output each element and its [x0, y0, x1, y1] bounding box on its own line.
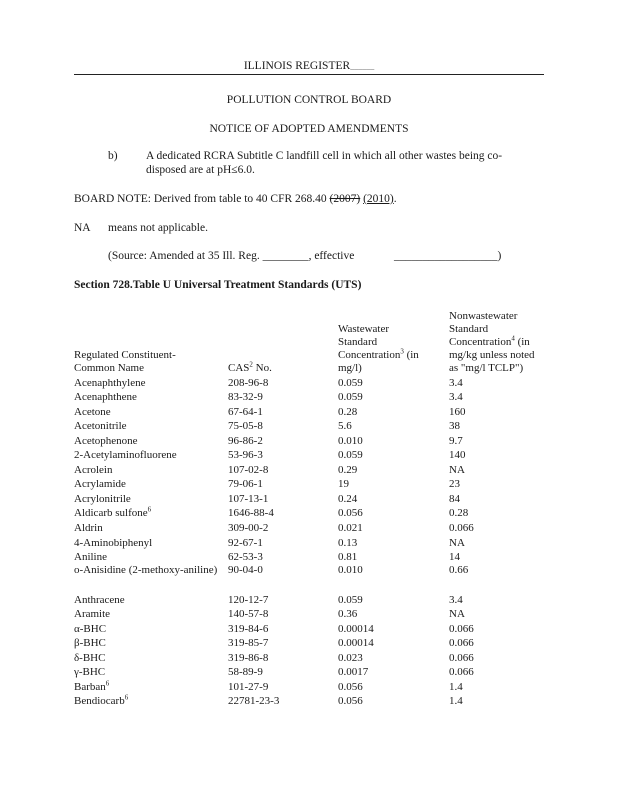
cell-constituent	[74, 520, 228, 535]
cell-constituent	[74, 679, 228, 694]
cell-constituent	[74, 433, 228, 448]
cell-nonwastewater: 0.066	[449, 522, 474, 535]
cell-constituent	[74, 375, 228, 390]
cell-nonwastewater: 1.4	[449, 695, 463, 708]
header-constituent	[74, 310, 228, 375]
cell-cas: 92-67-1	[228, 536, 263, 549]
cell-constituent	[74, 650, 228, 665]
cell-cas: 107-13-1	[228, 492, 269, 505]
cell-nonwastewater: NA	[449, 608, 465, 621]
table-row	[74, 491, 559, 506]
table-row	[74, 433, 559, 448]
cell-cas: 319-86-8	[228, 651, 269, 664]
cell-nonwastewater: 3.4	[449, 376, 463, 389]
board-note-new-year: (2010)	[363, 193, 394, 205]
cell-constituent	[74, 506, 228, 521]
cell-wastewater: 0.059	[338, 593, 363, 606]
cell-constituent	[74, 564, 228, 592]
cell-wastewater: 0.00014	[338, 637, 374, 650]
header-nww-conc: Concentration	[449, 336, 512, 348]
cell-wastewater: 0.059	[338, 376, 363, 389]
source-text: (Source: Amended at 35 Ill. Reg. ________, effective	[108, 250, 355, 262]
register-title: ILLINOIS REGISTER	[243, 60, 351, 72]
table-row	[74, 592, 559, 607]
cell-cas: 101-27-9	[228, 680, 269, 693]
cell-cas: 83-32-9	[228, 391, 263, 404]
cell-nonwastewater: 84	[449, 492, 460, 505]
cell-constituent	[74, 607, 228, 622]
table-row	[74, 477, 559, 492]
cell-constituent	[74, 491, 228, 506]
cell-wastewater: 0.24	[338, 492, 358, 505]
cell-wastewater: 0.059	[338, 449, 363, 462]
cell-nonwastewater: 0.66	[449, 564, 469, 577]
source-close: )	[497, 250, 502, 262]
constituent-name: Acrylonitrile	[74, 492, 131, 505]
cell-nonwastewater: 3.4	[449, 593, 463, 606]
source-blank: __________________	[394, 250, 498, 262]
cell-wastewater: 0.056	[338, 680, 363, 693]
board-note-prefix: BOARD NOTE: Derived from table to 40 CFR 268.40	[74, 193, 330, 205]
board-note-suffix: .	[393, 193, 397, 205]
cell-wastewater: 5.6	[338, 420, 352, 433]
header-ww-line3	[338, 349, 449, 362]
header-ww-line4: mg/l)	[338, 362, 362, 374]
constituent-name: Acrylamide	[74, 478, 126, 491]
table-row	[74, 506, 559, 521]
cell-nonwastewater: 3.4	[449, 391, 463, 404]
cell-wastewater: 0.36	[338, 608, 358, 621]
header-wastewater	[338, 310, 449, 375]
table-row	[74, 665, 559, 680]
cell-cas: 319-84-6	[228, 622, 269, 635]
cell-wastewater: 0.13	[338, 536, 358, 549]
constituent-name: Aldrin	[74, 522, 103, 535]
header-constituent-line1: Regulated Constituent-	[74, 349, 176, 361]
table-row	[74, 607, 559, 622]
cell-cas: 140-57-8	[228, 608, 269, 621]
cell-nonwastewater: 0.066	[449, 622, 474, 635]
cell-wastewater: 0.29	[338, 463, 358, 476]
constituent-name: Acetonitrile	[74, 420, 127, 433]
cell-cas: 309-00-2	[228, 522, 269, 535]
cell-constituent	[74, 404, 228, 419]
cell-cas: 53-96-3	[228, 449, 263, 462]
constituent-name: Bendiocarb	[74, 695, 125, 708]
header-cas-footnote: 2	[249, 360, 253, 369]
cell-nonwastewater: 0.066	[449, 637, 474, 650]
item-b-line1: A dedicated RCRA Subtitle C landfill cell in which all other wastes being co-	[146, 150, 503, 162]
cell-cas: 208-96-8	[228, 376, 269, 389]
cell-cas: 22781-23-3	[228, 695, 280, 708]
cell-cas: 62-53-3	[228, 551, 263, 564]
constituent-footnote: 6	[124, 693, 129, 702]
constituent-name: γ-BHC	[74, 666, 106, 679]
constituent-name: Aldicarb sulfone	[74, 507, 148, 520]
board-name: POLLUTION CONTROL BOARD	[226, 94, 392, 106]
na-abbr: NA	[74, 222, 91, 234]
header-cas	[228, 310, 338, 375]
constituent-name: 4-Aminobiphenyl	[74, 536, 153, 549]
constituent-name: Acrolein	[74, 463, 113, 476]
board-note	[74, 193, 397, 205]
table-row	[74, 694, 559, 709]
header-nonwastewater	[449, 310, 559, 375]
constituent-name: δ-BHC	[74, 651, 106, 664]
cell-nonwastewater: NA	[449, 536, 465, 549]
header-ww-line2: Standard	[338, 336, 378, 348]
constituent-name: Aramite	[74, 608, 111, 621]
constituent-name: β-BHC	[74, 637, 106, 650]
cell-constituent	[74, 477, 228, 492]
cell-constituent	[74, 592, 228, 607]
item-b-letter: b)	[108, 150, 118, 162]
constituent-name: o-Anisidine (2-methoxy-aniline)	[74, 564, 218, 577]
header-ww-footnote: 3	[400, 347, 404, 356]
cell-nonwastewater: 160	[449, 405, 466, 418]
cell-constituent	[74, 550, 228, 565]
cell-wastewater: 19	[338, 478, 349, 491]
table-row	[74, 679, 559, 694]
header-ww-conc: Concentration	[338, 349, 401, 361]
cell-nonwastewater: 1.4	[449, 680, 463, 693]
table-row	[74, 390, 559, 405]
header-cas-label: CAS	[228, 362, 250, 374]
na-text: means not applicable.	[108, 222, 208, 234]
cell-wastewater: 0.056	[338, 507, 363, 520]
header-nww-in: (in	[514, 336, 530, 348]
cell-cas: 90-04-0	[228, 564, 263, 577]
notice-title: NOTICE OF ADOPTED AMENDMENTS	[209, 123, 409, 135]
table-body	[74, 375, 559, 708]
constituent-name: Acenaphthylene	[74, 376, 146, 389]
cell-constituent	[74, 462, 228, 477]
cell-constituent	[74, 621, 228, 636]
constituent-name: 2-Acetylaminofluorene	[74, 449, 177, 462]
cell-cas: 58-89-9	[228, 666, 263, 679]
cell-cas: 96-86-2	[228, 434, 263, 447]
constituent-name: Barban	[74, 680, 106, 693]
table-row	[74, 650, 559, 665]
cell-wastewater: 0.059	[338, 391, 363, 404]
cell-constituent	[74, 694, 228, 709]
constituent-footnote: 6	[147, 505, 152, 514]
cell-nonwastewater: 23	[449, 478, 460, 491]
table-row	[74, 520, 559, 535]
cell-cas: 319-85-7	[228, 637, 269, 650]
cell-wastewater: 0.00014	[338, 622, 374, 635]
header-ww-line1: Wastewater	[338, 323, 390, 335]
table-row	[74, 462, 559, 477]
constituent-name: Anthracene	[74, 593, 125, 606]
uts-table	[74, 310, 559, 708]
cell-wastewater: 0.023	[338, 651, 363, 664]
cell-constituent	[74, 419, 228, 434]
cell-cas: 120-12-7	[228, 593, 269, 606]
cell-nonwastewater: 14	[449, 551, 460, 564]
cell-cas: 1646-88-4	[228, 507, 274, 520]
table-row	[74, 419, 559, 434]
header-rule	[74, 74, 544, 75]
cell-constituent	[74, 636, 228, 651]
cell-constituent	[74, 390, 228, 405]
cell-nonwastewater: 0.066	[449, 666, 474, 679]
table-row	[74, 404, 559, 419]
table-row	[74, 535, 559, 550]
cell-nonwastewater: 0.28	[449, 507, 469, 520]
source-note	[108, 250, 354, 262]
section-title: Section 728.Table U Universal Treatment Standards (UTS)	[74, 279, 362, 291]
cell-nonwastewater: 9.7	[449, 434, 463, 447]
constituent-footnote: 6	[105, 679, 110, 688]
table-row	[74, 621, 559, 636]
header-nww-line5: as "mg/l TCLP")	[449, 362, 524, 374]
cell-nonwastewater: NA	[449, 463, 465, 476]
table-header-row	[74, 310, 559, 375]
cell-cas: 67-64-1	[228, 405, 263, 418]
constituent-name: Acenaphthene	[74, 391, 137, 404]
cell-wastewater: 0.81	[338, 551, 358, 564]
cell-cas: 75-05-8	[228, 420, 263, 433]
cell-nonwastewater: 140	[449, 449, 466, 462]
constituent-name: Acetophenone	[74, 434, 138, 447]
cell-constituent	[74, 535, 228, 550]
table-row	[74, 448, 559, 463]
cell-wastewater: 0.0017	[338, 666, 369, 679]
cell-constituent	[74, 448, 228, 463]
header-nww-line2: Standard	[449, 323, 489, 335]
cell-wastewater: 0.021	[338, 522, 363, 535]
table-row	[74, 375, 559, 390]
item-b-line2: disposed are at pH≤6.0.	[146, 164, 255, 176]
constituent-name: Acetone	[74, 405, 111, 418]
constituent-name: α-BHC	[74, 622, 107, 635]
header-nww-line3	[449, 336, 559, 349]
header-ww-in: (in	[403, 349, 419, 361]
cell-cas: 79-06-1	[228, 478, 263, 491]
header-constituent-line2: Common Name	[74, 362, 144, 374]
table-row	[74, 564, 559, 592]
source-effective-blank	[394, 250, 501, 262]
cell-wastewater: 0.010	[338, 434, 363, 447]
cell-wastewater: 0.056	[338, 695, 363, 708]
cell-wastewater: 0.010	[338, 564, 363, 577]
header-nww-line4: mg/kg unless noted	[449, 349, 535, 361]
cell-constituent	[74, 665, 228, 680]
board-note-struck-year: (2007)	[329, 193, 361, 205]
table-row	[74, 550, 559, 565]
cell-cas: 107-02-8	[228, 463, 269, 476]
cell-nonwastewater: 0.066	[449, 651, 474, 664]
register-extra: ______	[350, 62, 375, 71]
table-row	[74, 636, 559, 651]
cell-wastewater: 0.28	[338, 405, 358, 418]
header-nww-line1: Nonwastewater	[449, 310, 518, 322]
register-heading	[0, 60, 618, 72]
header-cas-suffix: No.	[252, 362, 272, 374]
constituent-name: Aniline	[74, 551, 107, 564]
cell-nonwastewater: 38	[449, 420, 460, 433]
header-nww-footnote: 4	[511, 334, 515, 343]
